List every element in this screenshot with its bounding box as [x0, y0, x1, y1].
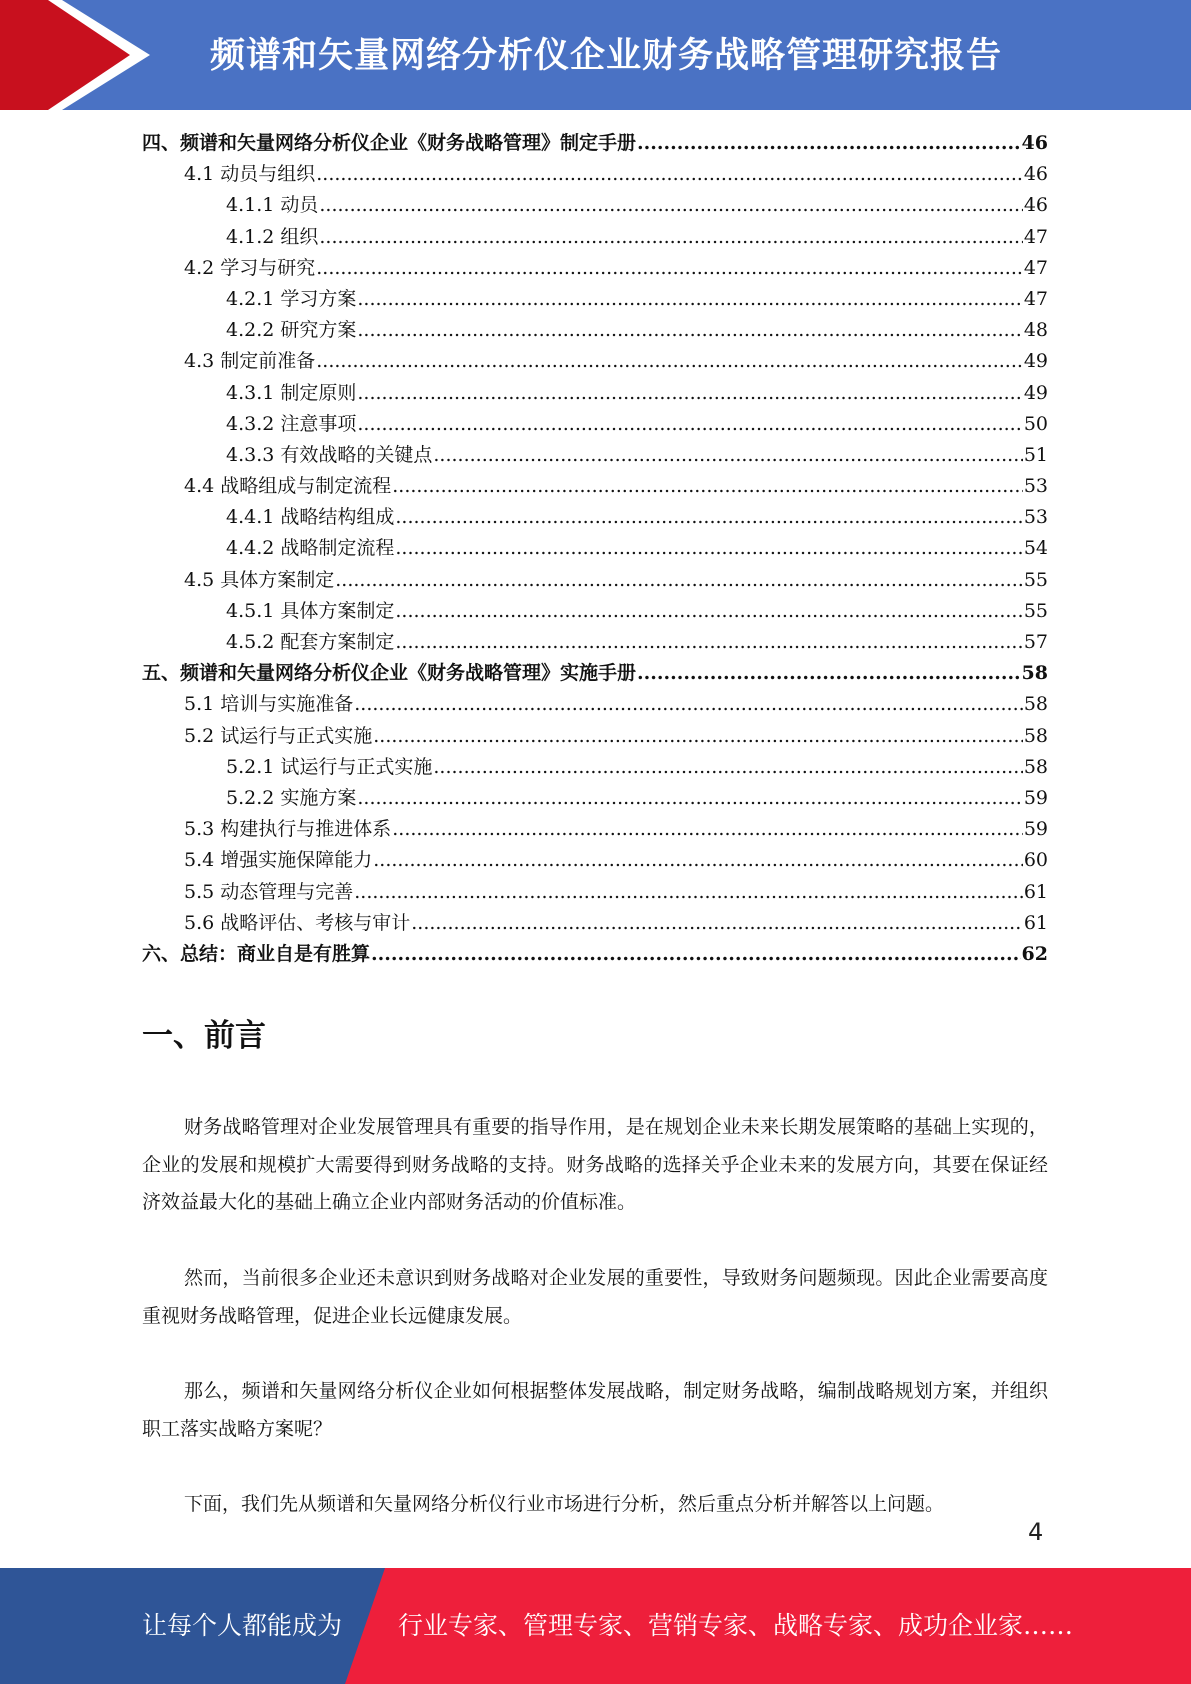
toc-entry-title: 4.4 战略组成与制定流程 — [184, 475, 392, 498]
toc-entry[interactable] — [142, 689, 1048, 720]
page-footer — [0, 1568, 1191, 1684]
toc-entry[interactable] — [142, 939, 1048, 970]
toc-entry-page: 61 — [1023, 880, 1048, 903]
toc-entry-title: 5.2.2 实施方案 — [226, 786, 357, 809]
toc-entry-page: 46 — [1023, 194, 1048, 217]
toc-dot-leader — [373, 845, 1023, 876]
toc-entry-title: 4.5.2 配套方案制定 — [226, 631, 395, 653]
toc-dot-leader — [335, 565, 1023, 596]
toc-entry-title: 5.4 增强实施保障能力 — [184, 849, 373, 872]
toc-entry-page: 57 — [1023, 631, 1048, 653]
footer-slogan-right: 行业专家、管理专家、营销专家、战略专家、成功企业家…… — [398, 1611, 1074, 1640]
toc-dot-leader — [392, 814, 1023, 845]
toc-entry[interactable] — [142, 346, 1048, 377]
page-header — [0, 0, 1191, 110]
toc-entry-page: 58 — [1023, 724, 1048, 747]
toc-entry-title: 4.1 动员与组织 — [184, 163, 316, 186]
toc-dot-leader — [637, 658, 1021, 689]
header-arrow-decoration — [0, 0, 160, 110]
toc-dot-leader — [433, 752, 1022, 783]
toc-entry-page: 58 — [1021, 662, 1048, 685]
toc-entry-title: 5.5 动态管理与完善 — [184, 880, 354, 903]
toc-dot-leader — [319, 190, 1022, 221]
toc-dot-leader — [392, 471, 1023, 502]
toc-entry-page: 61 — [1023, 911, 1048, 934]
page-number: 4 — [1028, 1518, 1044, 1546]
toc-entry-page: 46 — [1021, 132, 1048, 154]
toc-entry-title: 4.2.2 研究方案 — [226, 319, 357, 342]
paragraph-1: 财务战略管理对企业发展管理具有重要的指导作用，是在规划企业未来长期发展策略的基础上实现的，企业的发展和规模扩大需要得到财务战略的支持。财务战略的选择关乎企业未来的发展方向，其要在保证经济效益最大化的基础上确立企业内部财务活动的价值标准。 — [142, 1116, 1048, 1213]
toc-entry-title: 4.3 制定前准备 — [184, 350, 316, 373]
toc-entry[interactable] — [142, 315, 1048, 346]
toc-entry[interactable] — [142, 440, 1048, 471]
toc-entry-page: 47 — [1023, 287, 1048, 310]
toc-entry[interactable] — [142, 222, 1048, 253]
toc-entry[interactable] — [142, 752, 1048, 783]
toc-entry-title: 4.1.1 动员 — [226, 194, 319, 217]
toc-entry-title: 5.6 战略评估、考核与审计 — [184, 911, 411, 934]
toc-dot-leader — [316, 346, 1023, 377]
toc-entry[interactable] — [142, 253, 1048, 284]
toc-dot-leader — [395, 533, 1022, 564]
toc-entry-page: 53 — [1023, 475, 1048, 498]
toc-dot-leader — [354, 877, 1023, 908]
paragraph-3: 那么，频谱和矢量网络分析仪企业如何根据整体发展战略，制定财务战略，编制战略规划方案，并组织职工落实战略方案呢？ — [142, 1380, 1048, 1440]
toc-dot-leader — [637, 128, 1021, 159]
toc-entry[interactable] — [142, 159, 1048, 190]
toc-entry-title: 4.4.2 战略制定流程 — [226, 537, 395, 560]
toc-entry-page: 51 — [1023, 443, 1048, 466]
toc-entry-page: 49 — [1023, 381, 1048, 404]
toc-entry-page: 59 — [1023, 818, 1048, 841]
paragraph-4: 下面，我们先从频谱和矢量网络分析仪行业市场进行分析，然后重点分析并解答以上问题。 — [184, 1493, 945, 1515]
toc-entry[interactable] — [142, 658, 1048, 689]
toc-entry-title: 4.5 具体方案制定 — [184, 568, 335, 591]
toc-entry-page: 62 — [1021, 942, 1048, 965]
toc-entry[interactable] — [142, 627, 1048, 658]
toc-entry[interactable] — [142, 721, 1048, 752]
toc-dot-leader — [357, 284, 1022, 315]
table-of-contents — [142, 128, 1048, 970]
toc-dot-leader — [371, 939, 1021, 970]
toc-entry-title: 4.3.3 有效战略的关键点 — [226, 443, 433, 466]
toc-entry-title: 4.2.1 学习方案 — [226, 287, 357, 310]
toc-dot-leader — [395, 502, 1022, 533]
toc-entry-title: 4.1.2 组织 — [226, 225, 319, 248]
toc-dot-leader — [357, 315, 1022, 346]
toc-entry[interactable] — [142, 502, 1048, 533]
toc-entry[interactable] — [142, 783, 1048, 814]
toc-entry-title: 五、频谱和矢量网络分析仪企业《财务战略管理》实施手册 — [142, 662, 637, 685]
toc-entry-title: 4.3.1 制定原则 — [226, 381, 357, 404]
toc-entry-page: 48 — [1023, 319, 1048, 342]
toc-entry-title: 四、频谱和矢量网络分析仪企业《财务战略管理》制定手册 — [142, 132, 637, 154]
header-title: 频谱和矢量网络分析仪企业财务战略管理研究报告 — [210, 36, 1003, 76]
toc-entry-page: 47 — [1023, 225, 1048, 248]
toc-entry[interactable] — [142, 845, 1048, 876]
toc-dot-leader — [316, 253, 1023, 284]
toc-entry-title: 4.5.1 具体方案制定 — [226, 599, 395, 622]
toc-dot-leader — [411, 908, 1023, 939]
toc-entry-page: 53 — [1023, 506, 1048, 529]
toc-entry[interactable] — [142, 409, 1048, 440]
toc-dot-leader — [395, 596, 1022, 627]
toc-entry-title: 4.4.1 战略结构组成 — [226, 506, 395, 529]
toc-entry-page: 60 — [1023, 849, 1048, 872]
toc-entry[interactable] — [142, 877, 1048, 908]
toc-entry[interactable] — [142, 533, 1048, 564]
toc-entry-title: 5.2 试运行与正式实施 — [184, 724, 373, 747]
toc-dot-leader — [357, 409, 1022, 440]
toc-entry-title: 5.2.1 试运行与正式实施 — [226, 755, 433, 778]
toc-entry-page: 55 — [1023, 568, 1048, 591]
toc-entry-title: 4.2 学习与研究 — [184, 256, 316, 279]
toc-entry-page: 50 — [1023, 412, 1048, 435]
footer-slogan-left: 让每个人都能成为 — [142, 1611, 343, 1640]
toc-dot-leader — [357, 783, 1022, 814]
toc-entry-title: 4.3.2 注意事项 — [226, 412, 357, 435]
toc-entry-page: 58 — [1023, 693, 1048, 716]
paragraph-2: 然而，当前很多企业还未意识到财务战略对企业发展的重要性，导致财务问题频现。因此企业需要高度重视财务战略管理，促进企业长远健康发展。 — [142, 1267, 1048, 1327]
toc-entry[interactable] — [142, 814, 1048, 845]
toc-entry[interactable] — [142, 284, 1048, 315]
toc-dot-leader — [316, 159, 1023, 190]
toc-dot-leader — [319, 222, 1022, 253]
toc-entry-page: 54 — [1023, 537, 1048, 560]
section-title: 一、前言 — [142, 1018, 266, 1054]
toc-entry[interactable] — [142, 471, 1048, 502]
toc-dot-leader — [433, 440, 1022, 471]
toc-entry[interactable] — [142, 128, 1048, 159]
toc-entry-title: 5.3 构建执行与推进体系 — [184, 818, 392, 841]
toc-entry-page: 59 — [1023, 786, 1048, 809]
toc-entry-page: 58 — [1023, 755, 1048, 778]
toc-entry-page: 46 — [1023, 163, 1048, 186]
toc-entry-page: 49 — [1023, 350, 1048, 373]
toc-entry-title: 5.1 培训与实施准备 — [184, 693, 354, 716]
toc-entry-page: 47 — [1023, 256, 1048, 279]
toc-dot-leader — [357, 378, 1022, 409]
toc-entry[interactable] — [142, 565, 1048, 596]
toc-entry[interactable] — [142, 378, 1048, 409]
toc-entry[interactable] — [142, 908, 1048, 939]
toc-entry[interactable] — [142, 190, 1048, 221]
toc-dot-leader — [354, 689, 1023, 720]
toc-dot-leader — [395, 627, 1022, 658]
toc-entry-page: 55 — [1023, 599, 1048, 622]
toc-entry-title: 六、总结：商业自是有胜算 — [142, 942, 371, 965]
toc-dot-leader — [373, 721, 1023, 752]
toc-entry[interactable] — [142, 596, 1048, 627]
